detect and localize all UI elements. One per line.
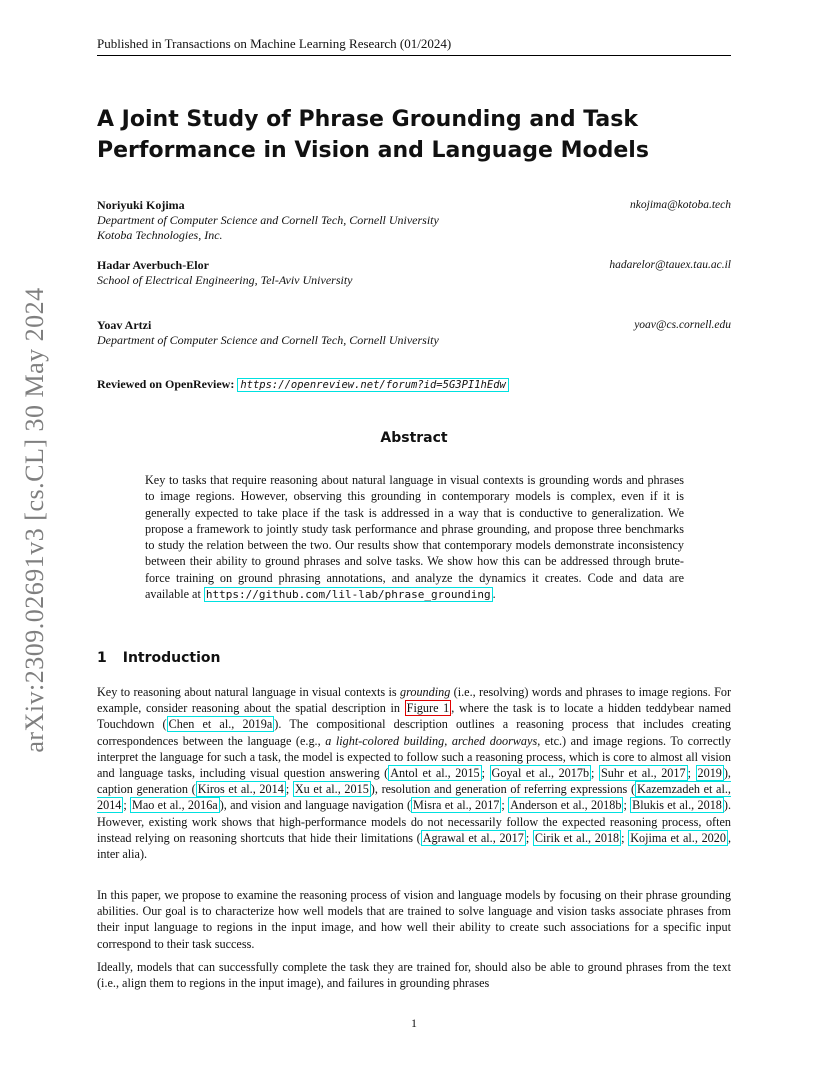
citation-link[interactable]: Mao et al., 2016a (132, 798, 218, 813)
text-run-italic: grounding (399, 685, 451, 699)
text-run: ), resolution and generation of referring expressions ( (370, 782, 636, 797)
abstract-text: Key to tasks that require reasoning about natural language in visual contexts is grounding words and phrases to image regions. However, observing this grounding in contemporary models is complex, even if it is generally expected to take place if the task is addressed in a way that is conductive to generalization. We propose a framework to jointly study task performance and phrase grounding, and propose three benchmarks to study the relation between the two. Our results show that contemporary models demonstrate inconsistency between their ability to ground phrases and solve tasks. We show how this can be addressed through brute-force training on ground phrasing annotations, and analyze the dynamics it creates. Code and data are available at (145, 473, 684, 602)
openreview-line (97, 377, 509, 392)
citation-link[interactable]: Anderson et al., 2018b (510, 798, 622, 813)
text-run: ), caption generation ( (97, 766, 731, 797)
abstract-end: . (492, 587, 496, 602)
citation-link[interactable]: Chen et al., 2019a (168, 717, 273, 732)
intro-paragraph-3: Ideally, models that can successfully complete the task they are trained for, should also be able to ground phrases from the text (i.e., align them to regions in the input image), and failures in grounding phrases (97, 960, 731, 991)
citation-link[interactable]: Goyal et al., 2017b (491, 766, 590, 781)
citation-link[interactable]: Misra et al., 2017 (413, 798, 500, 813)
openreview-label: Reviewed on OpenReview: (97, 377, 235, 391)
text-run: , inter alia). (97, 830, 731, 862)
text-run: ; (123, 798, 131, 813)
author-email[interactable]: nkojima@kotoba.tech (630, 199, 731, 211)
code-repository-link[interactable]: https://github.com/lil-lab/phrase_grounding (205, 588, 491, 602)
text-run: ; (481, 766, 490, 781)
text-run: , where the task is to locate a hidden teddybear named Touchdown ( (97, 701, 731, 732)
text-run: ; (623, 798, 631, 813)
text-run: ). However, existing work shows that high-performance models do not necessarily follow the expected reasoning process, often instead relying on reasoning shortcuts that hide their limitations ( (97, 798, 731, 845)
openreview-link[interactable]: https://openreview.net/forum?id=5G3PI1hEdw (237, 378, 509, 392)
section-title: Introduction (122, 650, 221, 666)
author-email[interactable]: hadarelor@tauex.tau.ac.il (609, 259, 731, 271)
running-header: Published in Transactions on Machine Learning Research (01/2024) (97, 36, 731, 56)
author-affiliation: Department of Computer Science and Cornell Tech, Cornell University (97, 333, 439, 347)
author-affiliation: School of Electrical Engineering, Tel-Aviv University (97, 273, 353, 287)
text-run: Key to reasoning about natural language in visual contexts is (97, 685, 400, 699)
citation-link[interactable]: Xu et al., 2015 (294, 782, 369, 797)
section-number: 1 (97, 650, 107, 666)
text-run: ; (687, 766, 696, 781)
citation-link[interactable]: Kazemzadeh et al., 2014 (97, 782, 731, 813)
citation-link[interactable]: Kojima et al., 2020 (630, 830, 726, 845)
author-block-1 (97, 198, 731, 243)
text-run: ). The compositional description outlines a reasoning process that includes creating correspondences between the language (e.g., (97, 717, 731, 748)
author-affiliation: Kotoba Technologies, Inc. (97, 228, 223, 242)
author-block-3 (97, 318, 731, 348)
author-name: Yoav Artzi (97, 318, 152, 332)
abstract-body (145, 472, 684, 603)
text-run: ), and vision and language navigation ( (219, 798, 412, 813)
author-block-2 (97, 258, 731, 288)
author-email[interactable]: yoav@cs.cornell.edu (634, 319, 731, 331)
citation-link[interactable]: Agrawal et al., 2017 (422, 830, 524, 845)
text-run: ; (285, 782, 293, 797)
text-run: ; (621, 830, 629, 845)
citation-link[interactable]: Blukis et al., 2018 (632, 798, 722, 813)
text-run-italic: a light-colored building, arched doorways (325, 733, 538, 748)
text-run: (i.e., resolving) words and phrases to image regions. For example, consider reasoning about the spatial description in (97, 685, 732, 716)
paper-title: A Joint Study of Phrase Grounding and Task Performance in Vision and Language Models (97, 107, 649, 163)
intro-paragraph-2: In this paper, we propose to examine the reasoning process of vision and language models by focusing on their phrase grounding abilities. Our goal is to characterize how well models that are trained to solve language and vision tasks associate phrases from their input language to regions in the input image, and how well their ability to create such associations for a specific input correspond to their task success. (97, 888, 731, 951)
arxiv-identifier-stamp: arXiv:2309.02691v3 [cs.CL] 30 May 2024 (20, 287, 49, 753)
page-number: 1 (411, 1016, 417, 1030)
author-affiliation: Department of Computer Science and Cornell Tech, Cornell University (97, 213, 439, 227)
author-name: Hadar Averbuch-Elor (97, 258, 209, 272)
intro-paragraph-1 (97, 684, 731, 862)
text-run: ; (525, 830, 533, 845)
citation-link[interactable]: Kiros et al., 2014 (197, 782, 284, 797)
text-run: ; (501, 798, 509, 813)
author-name: Noriyuki Kojima (97, 198, 185, 212)
text-run: , etc.) and image regions. To correctly interpret the language for such a task, the model is expected to follow such a reasoning process, which is core to almost all vision and language tasks, including visual question answering ( (97, 733, 731, 781)
citation-link[interactable]: Antol et al., 2015 (390, 766, 480, 781)
abstract-heading: Abstract (380, 430, 448, 446)
citation-link[interactable]: Suhr et al., 2017 (600, 766, 686, 781)
citation-link[interactable]: 2019 (697, 766, 722, 781)
section-heading-introduction (97, 650, 221, 666)
text-run: ; (591, 766, 599, 781)
citation-link[interactable]: Cirik et al., 2018 (534, 830, 620, 845)
figure-reference-link[interactable]: Figure 1 (406, 701, 450, 716)
